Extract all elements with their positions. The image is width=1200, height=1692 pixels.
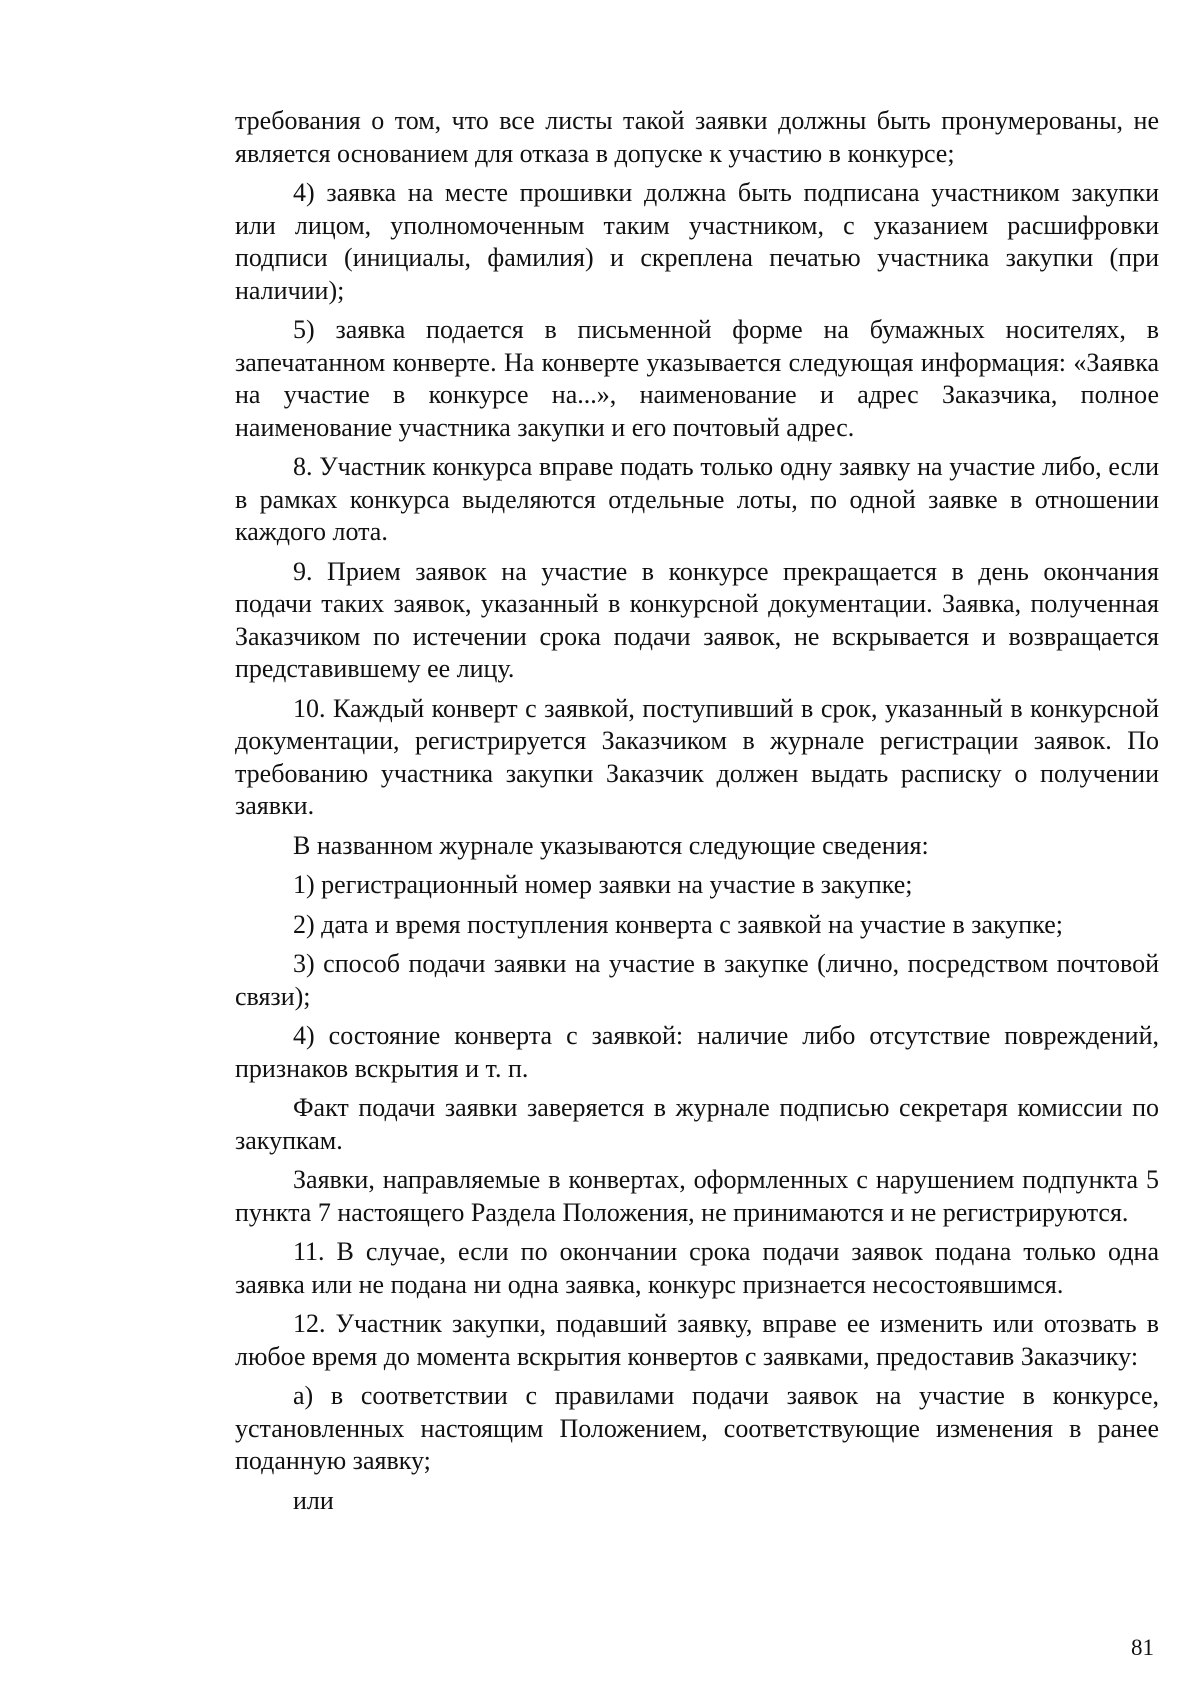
paragraph-clause-10: 10. Каждый конверт с заявкой, поступивший в срок, указанный в конкурсной документации, регистрируется Заказчиком в журнале регистрации заявок. По требованию участника закупки Заказчик должен выдать расписку о получении заявки. (235, 693, 1159, 820)
paragraph-clause-12-a: а) в соответствии с правилами подачи заявок на участие в конкурсе, установленных настоящим Положением, соответствующие изменения в ранее поданную заявку; (235, 1381, 1159, 1475)
page-body (235, 105, 1159, 1524)
paragraph-journal-item-3: 3) способ подачи заявки на участие в закупке (лично, посредством почтовой связи); (235, 949, 1159, 1011)
paragraph-journal-intro: В названном журнале указываются следующие сведения: (293, 830, 929, 860)
paragraph-clause-11: 11. В случае, если по окончании срока подачи заявок подана только одна заявка или не подана ни одна заявка, конкурс признается несостоявшимся. (235, 1237, 1159, 1299)
paragraph-item-5-envelope: 5) заявка подается в письменной форме на бумажных носителях, в запечатанном конверте. На конверте указывается следующая информация: «Заявка на участие в конкурсе на...», наименование и адрес Заказчика, полное наименование участника закупки и его почтовый адрес. (235, 315, 1159, 442)
paragraph-requirements-continuation: требования о том, что все листы такой заявки должны быть пронумерованы, не является основанием для отказа в допуске к участию в конкурсе; (235, 106, 1159, 168)
paragraph-submission-fact: Факт подачи заявки заверяется в журнале подписью секретаря комиссии по закупкам. (235, 1093, 1159, 1155)
paragraph-or: или (293, 1485, 334, 1515)
paragraph-journal-item-1: 1) регистрационный номер заявки на участие в закупке; (293, 870, 913, 899)
paragraph-rejected-envelopes: Заявки, направляемые в конвертах, оформленных с нарушением подпункта 5 пункта 7 настоящего Раздела Положения, не принимаются и не регистрируются. (235, 1165, 1159, 1227)
paragraph-journal-item-2: 2) дата и время поступления конверта с заявкой на участие в закупке; (293, 909, 1063, 939)
paragraph-clause-9: 9. Прием заявок на участие в конкурсе прекращается в день окончания подачи таких заявок, указанный в конкурсной документации. Заявка, полученная Заказчиком по истечении срока подачи заявок, не вскрывается и возвращается представившему ее лицу. (235, 556, 1159, 683)
paragraph-journal-item-4: 4) состояние конверта с заявкой: наличие либо отсутствие повреждений, признаков вскрытия и т. п. (235, 1021, 1159, 1083)
page-number: 81 (1131, 1635, 1154, 1660)
paragraph-clause-8: 8. Участник конкурса вправе подать только одну заявку на участие либо, если в рамках конкурса выделяются отдельные лоты, по одной заявке в отношении каждого лота. (235, 452, 1159, 546)
paragraph-clause-12: 12. Участник закупки, подавший заявку, вправе ее изменить или отозвать в любое время до момента вскрытия конвертов с заявками, предоставив Заказчику: (235, 1309, 1159, 1371)
paragraph-item-4-signature: 4) заявка на месте прошивки должна быть подписана участником закупки или лицом, уполномоченным таким участником, с указанием расшифровки подписи (инициалы, фамилия) и скреплена печатью участника закупки (при наличии); (235, 178, 1159, 305)
